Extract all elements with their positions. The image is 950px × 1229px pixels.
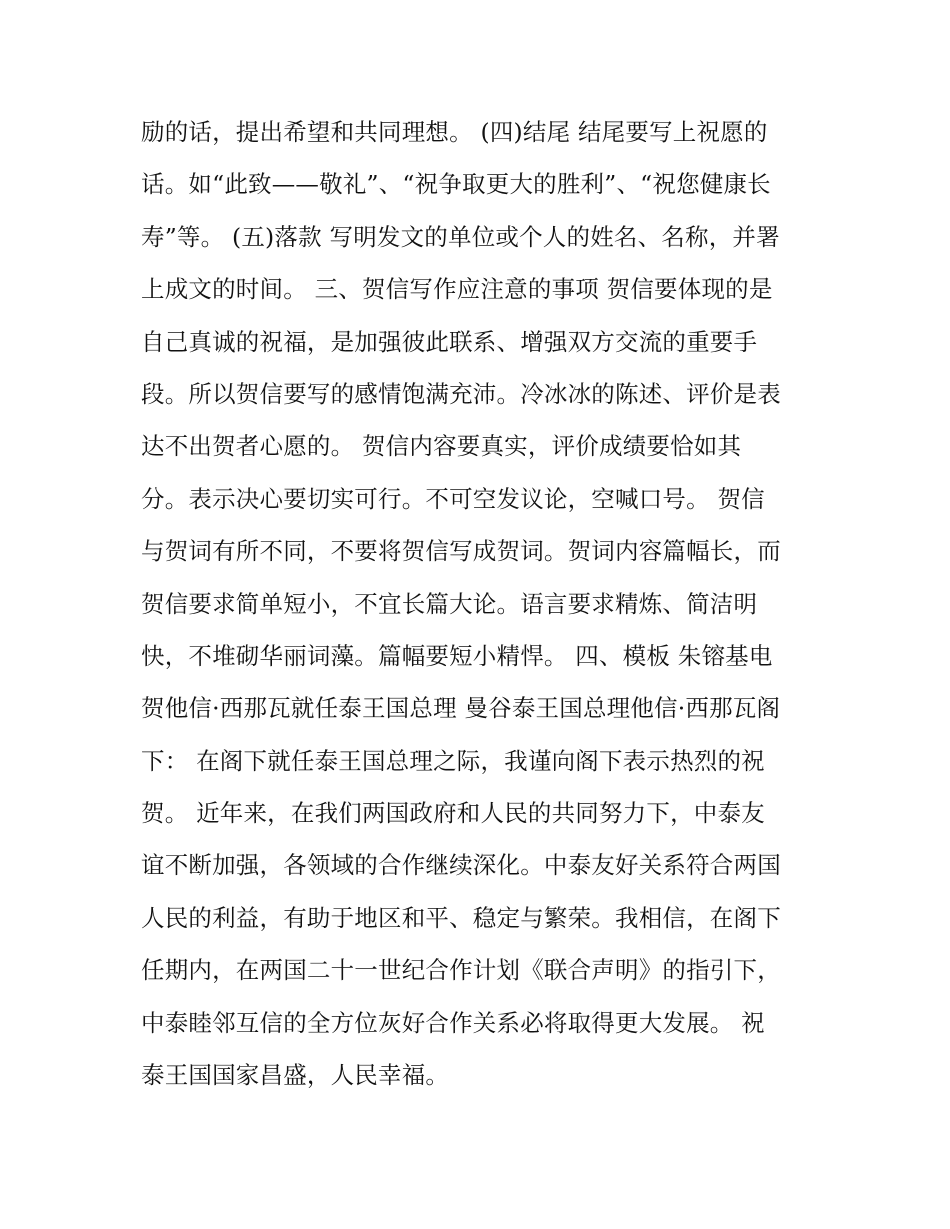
text-line: 下： 在阁下就任泰王国总理之际，我谨向阁下表示热烈的祝 — [141, 746, 765, 775]
text-line: 泰王国国家昌盛，人民幸福。 — [141, 1061, 450, 1090]
document-body — [141, 106, 821, 1101]
text-line: 贺他信·西那瓦就任泰王国总理 曼谷泰王国总理他信·西那瓦阁 — [141, 694, 781, 723]
text-line: 自己真诚的祝福，是加强彼此联系、增强双方交流的重要手 — [141, 327, 758, 356]
text-line: 达不出贺者心愿的。 贺信内容要真实，评价成绩要恰如其 — [141, 432, 742, 461]
text-line: 谊不断加强，各领域的合作继续深化。中泰友好关系符合两国 — [141, 851, 781, 880]
text-line: 励的话，提出希望和共同理想。 (四)结尾 结尾要写上祝愿的 — [141, 118, 768, 146]
text-line: 话。如“此致——敬礼”、“祝争取更大的胜利”、“祝您健康长 — [141, 170, 771, 199]
text-line: 贺信要求简单短小，不宜长篇大论。语言要求精炼、简洁明 — [141, 589, 758, 618]
text-line: 寿”等。 (五)落款 写明发文的单位或个人的姓名、名称，并署 — [141, 222, 780, 251]
text-line: 任期内，在两国二十一世纪合作计划《联合声明》的指引下， — [141, 956, 781, 985]
text-line: 分。表示决心要切实可行。不可空发议论，空喊口号。 贺信 — [141, 484, 765, 513]
text-line: 快，不堆砌华丽词藻。篇幅要短小精悍。 四、模板 朱镕基电 — [141, 641, 773, 670]
text-line: 贺。 近年来，在我们两国政府和人民的共同努力下，中泰友 — [141, 799, 765, 828]
text-line: 人民的利益，有助于地区和平、稳定与繁荣。我相信，在阁下 — [141, 903, 781, 932]
text-line: 上成文的时间。 三、贺信写作应注意的事项 贺信要体现的是 — [141, 275, 773, 304]
text-line: 与贺词有所不同，不要将贺信写成贺词。贺词内容篇幅长，而 — [141, 537, 781, 566]
text-line: 段。所以贺信要写的感情饱满充沛。冷冰冰的陈述、评价是表 — [141, 379, 781, 408]
text-line: 中泰睦邻互信的全方位灰好合作关系必将取得更大发展。 祝 — [141, 1008, 765, 1037]
